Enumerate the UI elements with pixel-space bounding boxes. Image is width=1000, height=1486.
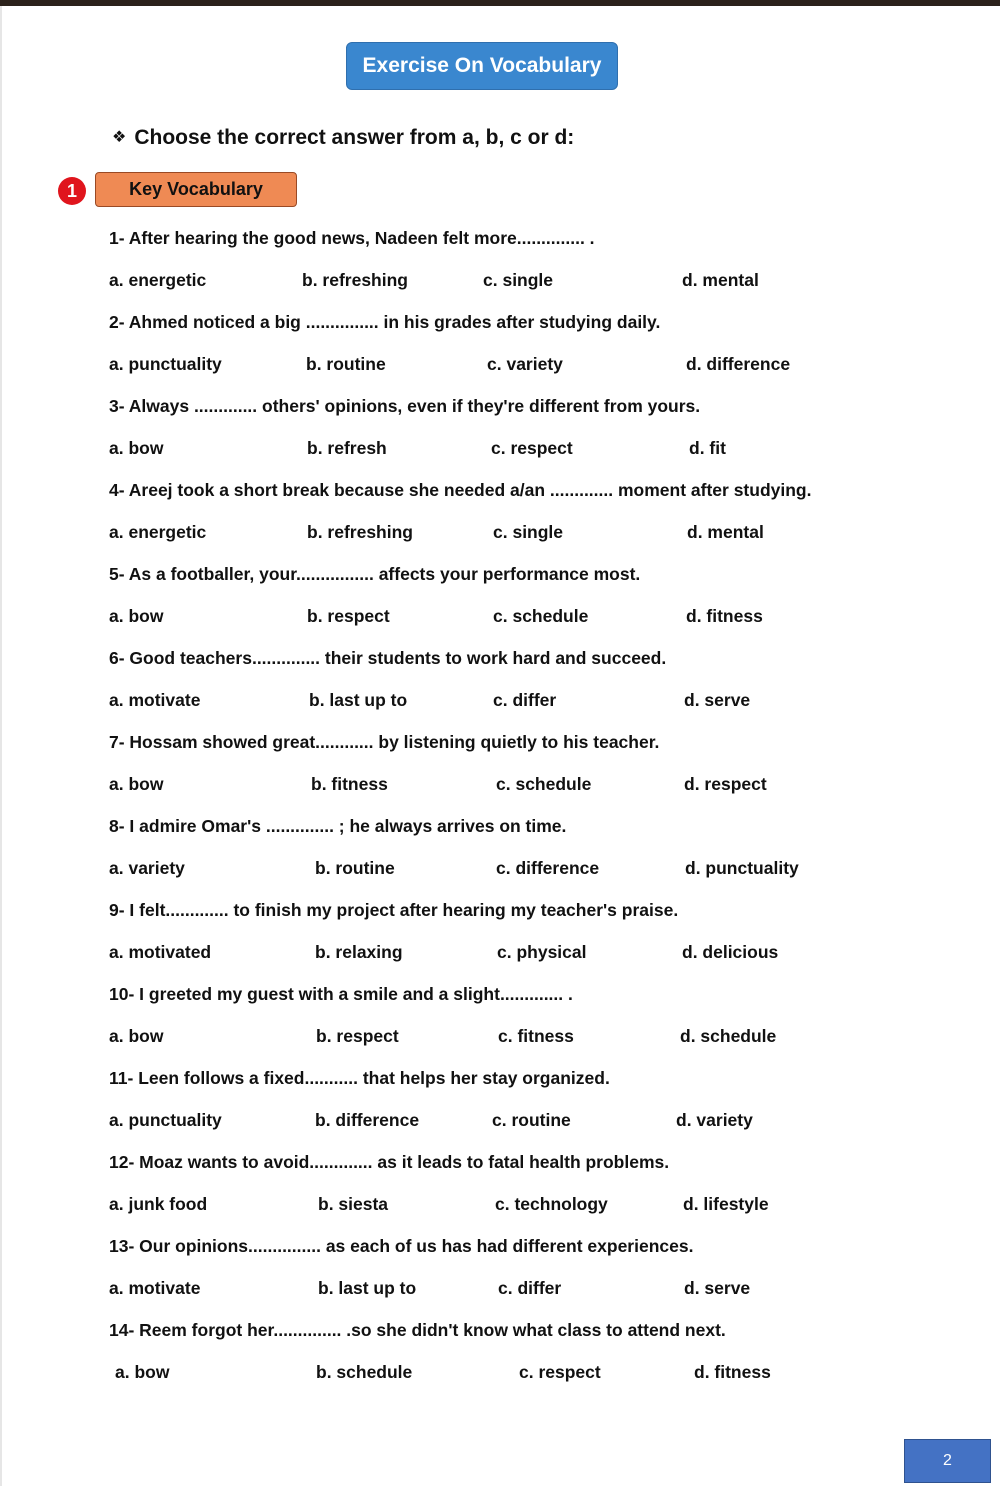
answer-option[interactable]: a. motivated	[109, 942, 212, 962]
answer-option[interactable]: c. routine	[492, 1110, 571, 1130]
question-item	[109, 810, 909, 894]
page-edge	[0, 6, 2, 1486]
answer-options	[109, 684, 909, 716]
answer-option[interactable]: a. variety	[109, 858, 185, 878]
top-border	[0, 0, 1000, 6]
answer-options	[109, 1272, 909, 1304]
answer-option[interactable]: b. refreshing	[307, 522, 413, 542]
answer-option[interactable]: d. fitness	[686, 606, 763, 626]
answer-option[interactable]: d. schedule	[680, 1026, 777, 1046]
question-list	[109, 222, 909, 1398]
question-text: 2- Ahmed noticed a big ............... in his grades after studying daily.	[109, 312, 661, 332]
answer-option[interactable]: a. motivate	[109, 1278, 201, 1298]
answer-option[interactable]: c. schedule	[496, 774, 592, 794]
answer-options	[109, 516, 909, 548]
question-item	[109, 726, 909, 810]
question-item	[109, 1314, 909, 1398]
answer-option[interactable]: b. refresh	[307, 438, 387, 458]
answer-options	[109, 1188, 909, 1220]
question-item	[109, 222, 909, 306]
answer-option[interactable]: b. last up to	[309, 690, 408, 710]
answer-option[interactable]: a. bow	[109, 606, 164, 626]
answer-option[interactable]: b. routine	[306, 354, 386, 374]
answer-option[interactable]: a. bow	[115, 1362, 170, 1382]
answer-option[interactable]: d. punctuality	[685, 858, 799, 878]
question-item	[109, 1062, 909, 1146]
question-item	[109, 306, 909, 390]
question-text: 8- I admire Omar's .............. ; he always arrives on time.	[109, 816, 567, 836]
diamond-bullet-icon: ❖	[112, 129, 127, 146]
page-title: Exercise On Vocabulary	[346, 42, 618, 90]
answer-option[interactable]: d. respect	[684, 774, 767, 794]
answer-options	[109, 936, 909, 968]
answer-option[interactable]: d. delicious	[682, 942, 779, 962]
question-text: 12- Moaz wants to avoid............. as it leads to fatal health problems.	[109, 1152, 670, 1172]
answer-option[interactable]: b. routine	[315, 858, 395, 878]
section-number-badge: 1	[58, 177, 86, 205]
answer-option[interactable]: c. differ	[493, 690, 557, 710]
answer-option[interactable]: d. fit	[689, 438, 726, 458]
answer-option[interactable]: a. junk food	[109, 1194, 208, 1214]
answer-options	[109, 1356, 909, 1388]
answer-option[interactable]: c. single	[483, 270, 554, 290]
answer-options	[109, 1104, 909, 1136]
answer-option[interactable]: a. punctuality	[109, 354, 222, 374]
question-item	[109, 474, 909, 558]
answer-option[interactable]: b. refreshing	[302, 270, 408, 290]
page-number: 2	[904, 1439, 991, 1483]
question-text: 4- Areej took a short break because she needed a/an ............. moment after studying.	[109, 480, 812, 500]
instruction-text: Choose the correct answer from a, b, c or d:	[134, 126, 575, 149]
question-item	[109, 642, 909, 726]
question-text: 9- I felt............. to finish my project after hearing my teacher's praise.	[109, 900, 679, 920]
answer-option[interactable]: c. respect	[519, 1362, 601, 1382]
answer-option[interactable]: c. difference	[496, 858, 600, 878]
answer-options	[109, 1020, 909, 1052]
answer-option[interactable]: d. variety	[676, 1110, 753, 1130]
question-item	[109, 894, 909, 978]
answer-option[interactable]: d. fitness	[694, 1362, 771, 1382]
answer-option[interactable]: d. lifestyle	[683, 1194, 769, 1214]
answer-option[interactable]: b. siesta	[318, 1194, 389, 1214]
answer-option[interactable]: b. relaxing	[315, 942, 403, 962]
answer-options	[109, 768, 909, 800]
answer-option[interactable]: a. bow	[109, 774, 164, 794]
answer-option[interactable]: b. respect	[316, 1026, 399, 1046]
answer-option[interactable]: c. physical	[497, 942, 587, 962]
answer-option[interactable]: b. fitness	[311, 774, 388, 794]
answer-option[interactable]: b. last up to	[318, 1278, 417, 1298]
question-text: 5- As a footballer, your................ affects your performance most.	[109, 564, 641, 584]
answer-options	[109, 432, 909, 464]
answer-option[interactable]: c. variety	[487, 354, 563, 374]
answer-option[interactable]: c. schedule	[493, 606, 589, 626]
question-item	[109, 978, 909, 1062]
answer-option[interactable]: d. serve	[684, 1278, 751, 1298]
answer-option[interactable]: b. schedule	[316, 1362, 413, 1382]
section-label: Key Vocabulary	[95, 172, 297, 207]
question-text: 10- I greeted my guest with a smile and a slight............. .	[109, 984, 573, 1004]
question-text: 7- Hossam showed great............ by listening quietly to his teacher.	[109, 732, 660, 752]
answer-option[interactable]: c. technology	[495, 1194, 608, 1214]
answer-option[interactable]: c. differ	[498, 1278, 562, 1298]
answer-option[interactable]: b. difference	[315, 1110, 420, 1130]
answer-option[interactable]: a. bow	[109, 1026, 164, 1046]
question-item	[109, 558, 909, 642]
question-text: 1- After hearing the good news, Nadeen felt more.............. .	[109, 228, 595, 248]
answer-option[interactable]: a. punctuality	[109, 1110, 222, 1130]
question-item	[109, 1230, 909, 1314]
question-text: 13- Our opinions............... as each of us has had different experiences.	[109, 1236, 694, 1256]
answer-option[interactable]: c. single	[493, 522, 564, 542]
answer-options	[109, 264, 909, 296]
answer-option[interactable]: b. respect	[307, 606, 390, 626]
answer-options	[109, 348, 909, 380]
question-item	[109, 390, 909, 474]
question-text: 6- Good teachers.............. their students to work hard and succeed.	[109, 648, 667, 668]
answer-option[interactable]: d. serve	[684, 690, 751, 710]
answer-option[interactable]: a. energetic	[109, 522, 207, 542]
instruction	[112, 126, 574, 150]
question-item	[109, 1146, 909, 1230]
answer-option[interactable]: d. mental	[682, 270, 759, 290]
question-text: 14- Reem forgot her.............. .so she didn't know what class to attend next.	[109, 1320, 726, 1340]
answer-option[interactable]: a. bow	[109, 438, 164, 458]
question-text: 11- Leen follows a fixed........... that helps her stay organized.	[109, 1068, 610, 1088]
answer-option[interactable]: d. difference	[686, 354, 791, 374]
answer-options	[109, 852, 909, 884]
answer-option[interactable]: d. mental	[687, 522, 764, 542]
answer-options	[109, 600, 909, 632]
answer-option[interactable]: a. motivate	[109, 690, 201, 710]
answer-option[interactable]: c. respect	[491, 438, 573, 458]
question-text: 3- Always ............. others' opinions, even if they're different from yours.	[109, 396, 701, 416]
answer-option[interactable]: c. fitness	[498, 1026, 574, 1046]
answer-option[interactable]: a. energetic	[109, 270, 207, 290]
